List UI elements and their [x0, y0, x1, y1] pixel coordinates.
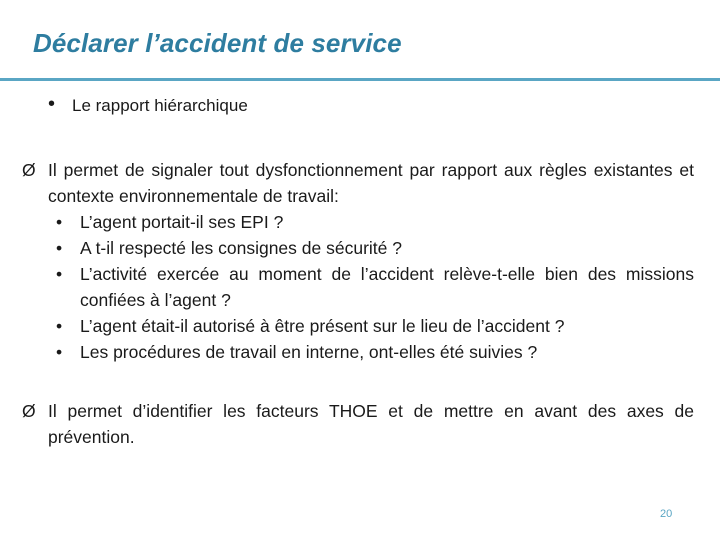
title-divider [0, 78, 720, 81]
bullet-icon: • [56, 212, 63, 232]
list-item [56, 261, 694, 313]
page-number: 20 [660, 508, 673, 520]
subheading [48, 94, 248, 118]
list-item-text: L’activité exercée au moment de l’accident relève-t-elle bien des missions confiées à l’agent ? [80, 264, 694, 310]
subheading-bullet: • [48, 93, 56, 115]
point-1 [22, 157, 694, 365]
list-item-text: Les procédures de travail en interne, ont-elles été suivies ? [80, 342, 538, 362]
bullet-icon: • [56, 264, 63, 284]
list-item [56, 313, 694, 339]
list-item-text: A t-il respecté les consignes de sécurité ? [80, 238, 402, 258]
point-1-list [56, 209, 694, 365]
list-item [56, 209, 694, 235]
bullet-icon: • [56, 316, 63, 336]
bullet-icon: • [56, 238, 63, 258]
point-2 [22, 398, 694, 450]
point-2-text: Il permet d’identifier les facteurs THOE et de mettre en avant des axes de prévention. [48, 401, 694, 447]
subheading-text: Le rapport hiérarchique [72, 96, 248, 115]
list-item-text: L’agent était-il autorisé à être présent sur le lieu de l’accident ? [80, 316, 565, 336]
list-item [56, 235, 694, 261]
list-item [56, 339, 694, 365]
slide-title: Déclarer l’accident de service [33, 28, 402, 58]
bullet-icon: • [56, 342, 63, 362]
point-1-text: Il permet de signaler tout dysfonctionnement par rapport aux règles existantes et contexte environnementale de travail: [48, 160, 694, 206]
arrow-bullet-icon: Ø [22, 160, 36, 180]
arrow-bullet-icon: Ø [22, 401, 36, 421]
list-item-text: L’agent portait-il ses EPI ? [80, 212, 284, 232]
